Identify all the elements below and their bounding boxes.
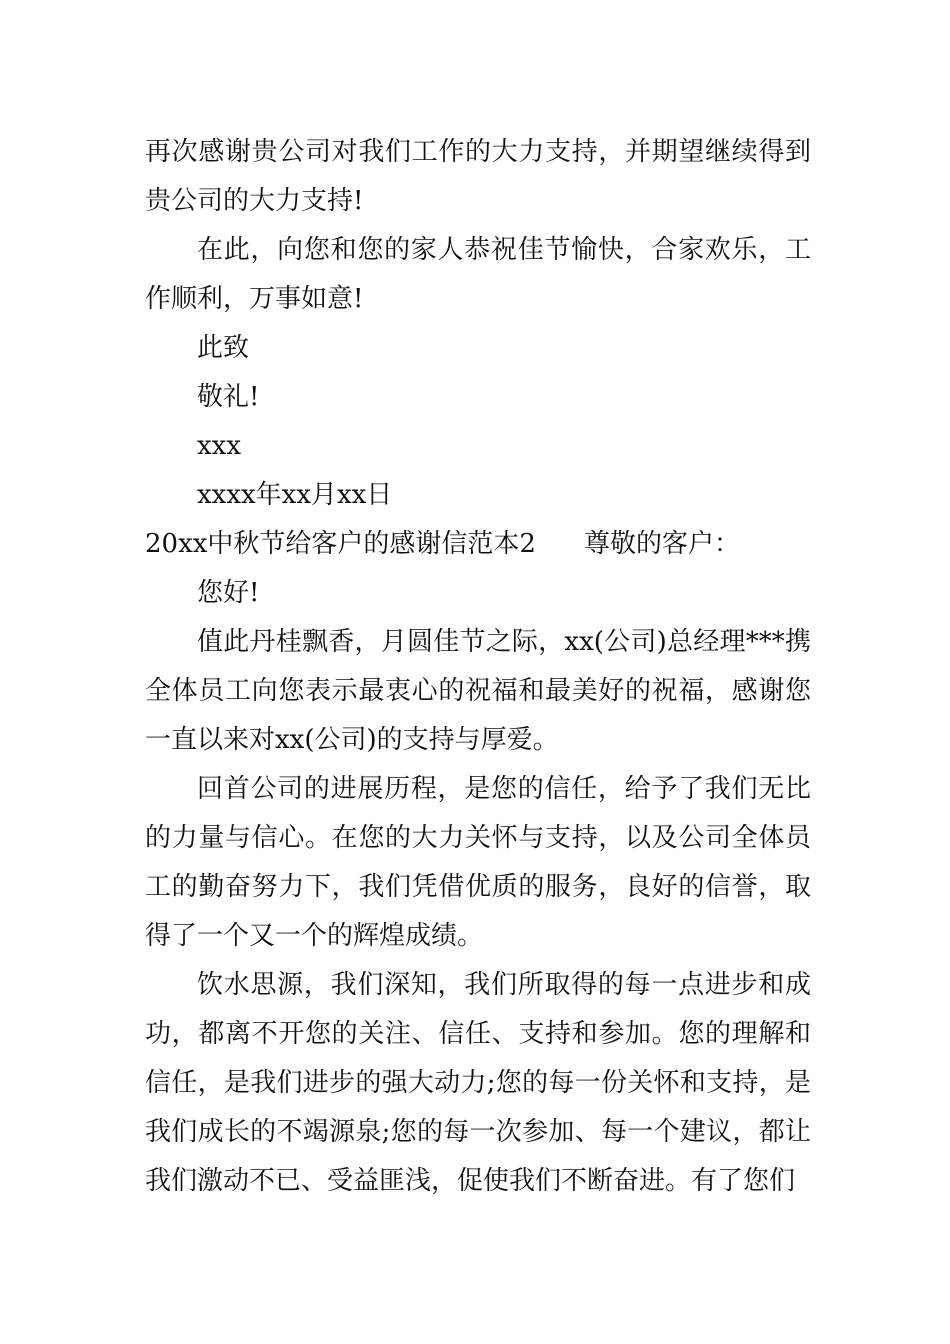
letter2-title-line bbox=[145, 520, 811, 569]
letter1-date: xxxx年xx月xx日 bbox=[197, 480, 393, 510]
letter2-greeting-to: 尊敬的客户： bbox=[583, 529, 740, 559]
letter1-salutation-close: 此致 bbox=[197, 333, 250, 363]
letter2-paragraph-2: 回首公司的进展历程，是您的信任，给予了我们无比的力量与信心。在您的大力关怀与支持，以及公司全体员工的勤奋努力下，我们凭借优质的服务，良好的信誉，取得了一个又一个的辉煌成绩。 bbox=[145, 774, 811, 951]
letter1-signer: xxx bbox=[197, 431, 241, 461]
document-page bbox=[145, 128, 811, 1206]
letter1-wishes: 在此，向您和您的家人恭祝佳节愉快，合家欢乐，工作顺利，万事如意! bbox=[145, 235, 811, 314]
letter2-hello: 您好! bbox=[197, 578, 260, 608]
letter1-closing-paragraph: 再次感谢贵公司对我们工作的大力支持，并期望继续得到贵公司的大力支持! bbox=[145, 137, 811, 216]
letter1-respect: 敬礼! bbox=[197, 382, 260, 412]
letter2-title: 20xx中秋节给客户的感谢信范本2 bbox=[145, 529, 536, 559]
letter2-paragraph-3: 饮水思源，我们深知，我们所取得的每一点进步和成功，都离不开您的关注、信任、支持和参加。您的理解和信任，是我们进步的强大动力;您的每一份关怀和支持，是我们成长的不竭源泉;您的每一次参加、每一个建议，都让我们激动不已、受益匪浅，促使我们不断奋进。有了您们 bbox=[145, 970, 811, 1196]
letter2-paragraph-1: 值此丹桂飘香，月圆佳节之际，xx(公司)总经理***携全体员工向您表示最衷心的祝福和最美好的祝福，感谢您一直以来对xx(公司)的支持与厚爱。 bbox=[145, 627, 811, 755]
